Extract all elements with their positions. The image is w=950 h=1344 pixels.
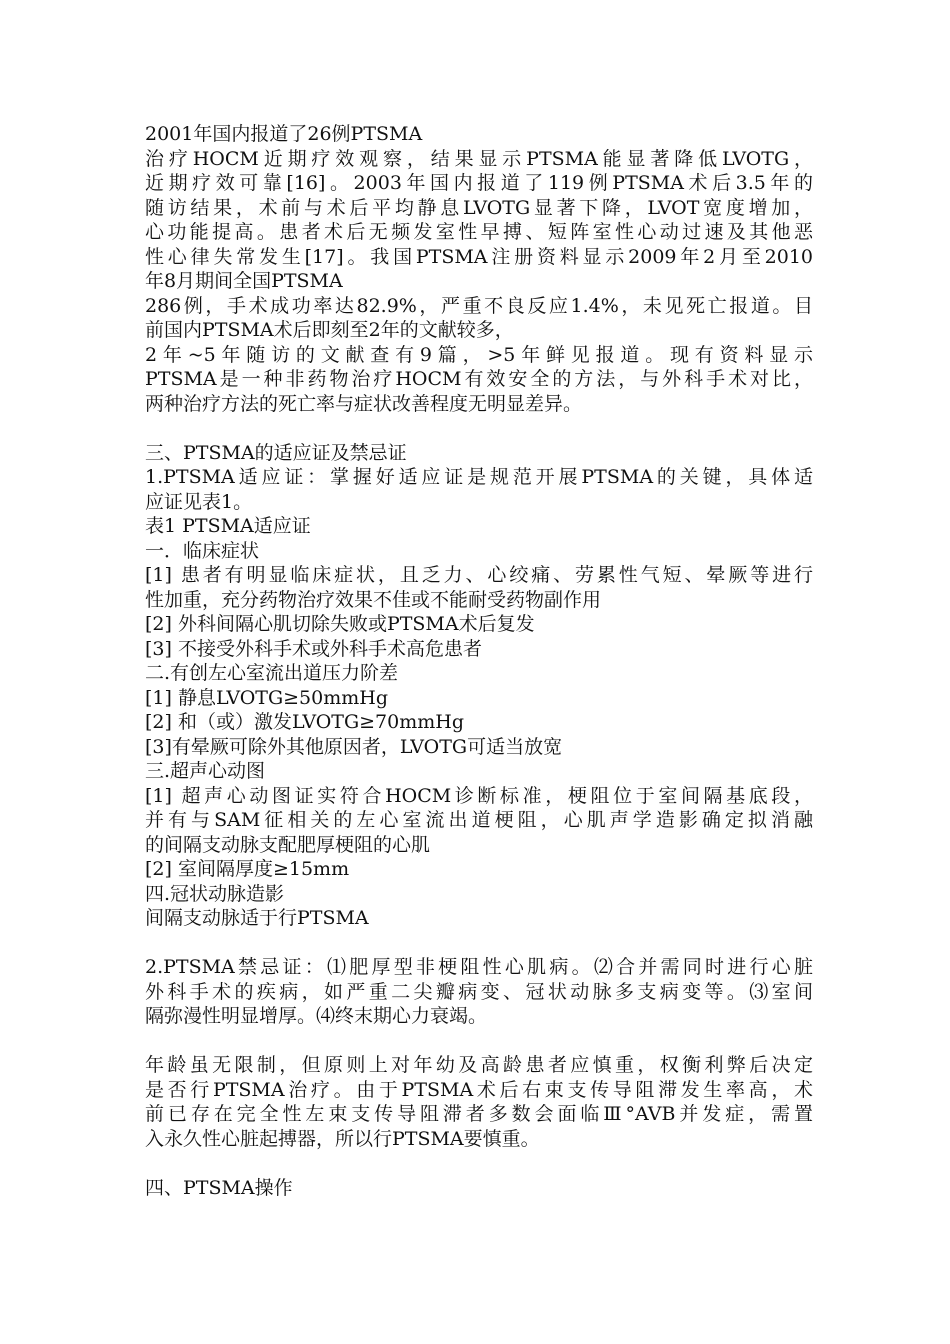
table-item: [1] 患者有明显临床症状，且乏力、心绞痛、劳累性气短、晕厥等进行 [145,564,813,586]
text-line: 应证见表1。 [145,490,253,513]
text-line: 近期疗效可靠[16]。2003年国内报道了119例PTSMA术后3.5年的 [145,172,813,194]
text-line: 治疗HOCM近期疗效观察，结果显示PTSMA能显著降低LVOTG， [145,147,813,170]
table-item: [1] 超声心动图证实符合HOCM诊断标准，梗阻位于室间隔基底段， [145,784,813,807]
text-line: 286例，手术成功率达82.9%，严重不良反应1.4%，未见死亡报道。目 [145,294,813,317]
text-line: 是否行PTSMA治疗。由于PTSMA术后右束支传导阻滞发生率高，术 [145,1078,813,1101]
table-title: 表1 PTSMA适应证 [145,515,311,537]
table-group-heading: 二.有创左心室流出道压力阶差 [145,662,399,684]
text-line: 前已存在完全性左束支传导阻滞者多数会面临Ⅲ°AVB并发症，需置 [145,1103,813,1125]
text-line: 入永久性心脏起搏器，所以行PTSMA要慎重。 [145,1127,540,1150]
table-item: 性加重，充分药物治疗效果不佳或不能耐受药物副作用 [145,588,602,611]
text-line: 随访结果，术前与术后平均静息LVOTG显著下降，LVOT宽度增加， [145,196,813,219]
table-item: [2] 外科间隔心肌切除失败或PTSMA术后复发 [145,613,535,635]
section-heading: 四、PTSMA操作 [145,1176,293,1199]
table-item: [1] 静息LVOTG≥50mmHg [145,686,388,709]
paragraph-gap [145,1151,813,1176]
text-line: 性心律失常发生[17]。我国PTSMA注册资料显示2009年2月至2010 [145,245,813,268]
table-group-heading: 三.超声心动图 [145,760,266,782]
table-item: 间隔支动脉适于行PTSMA [145,907,369,929]
text-line: 2.PTSMA禁忌证：⑴肥厚型非梗阻性心肌病。⑵合并需同时进行心脏 [145,956,813,978]
table-item: [2] 室间隔厚度≥15mm [145,858,350,880]
text-line: 外科手术的疾病，如严重二尖瓣病变、冠状动脉多支病变等。⑶室间 [145,980,813,1003]
text-line: 2年~5年随访的文献查有9篇，>5年鲜见报道。现有资料显示 [145,343,813,366]
text-line: 两种治疗方法的死亡率与症状改善程度无明显差异。 [145,392,583,415]
table-item: [3]有晕厥可除外其他原因者，LVOTG可适当放宽 [145,735,563,758]
paragraph-gap [145,416,813,441]
table-item: 的间隔支动脉支配肥厚梗阻的心肌 [145,833,431,856]
text-line: 2001年国内报道了26例PTSMA [145,123,423,145]
text-line: 年8月期间全国PTSMA [145,270,343,292]
text-line: 年龄虽无限制，但原则上对年幼及高龄患者应慎重，权衡利弊后决定 [145,1054,813,1076]
table-item: [3] 不接受外科手术或外科手术高危患者 [145,637,482,660]
text-line: 隔弥漫性明显增厚。⑷终末期心力衰竭。 [145,1005,488,1027]
paragraph-gap [145,931,813,956]
text-line: 前国内PTSMA术后即刻至2年的文献较多， [145,319,514,341]
paragraph-gap [145,1029,813,1054]
table-item: [2] 和（或）激发LVOTG≥70mmHg [145,711,464,733]
text-line: PTSMA是一种非药物治疗HOCM有效安全的方法，与外科手术对比， [145,368,813,390]
text-line: 心功能提高。患者术后无频发室性早搏、短阵室性心动过速及其他恶 [145,221,813,243]
table-group-heading: 四.冠状动脉造影 [145,882,285,905]
table-item: 并有与SAM征相关的左心室流出道梗阻，心肌声学造影确定拟消融 [145,809,813,831]
table-group-heading: 一．临床症状 [145,539,260,562]
text-line: 1.PTSMA适应证：掌握好适应证是规范开展PTSMA的关键，具体适 [145,466,813,488]
section-heading: 三、PTSMA的适应证及禁忌证 [145,441,407,464]
document-body [145,122,813,1200]
